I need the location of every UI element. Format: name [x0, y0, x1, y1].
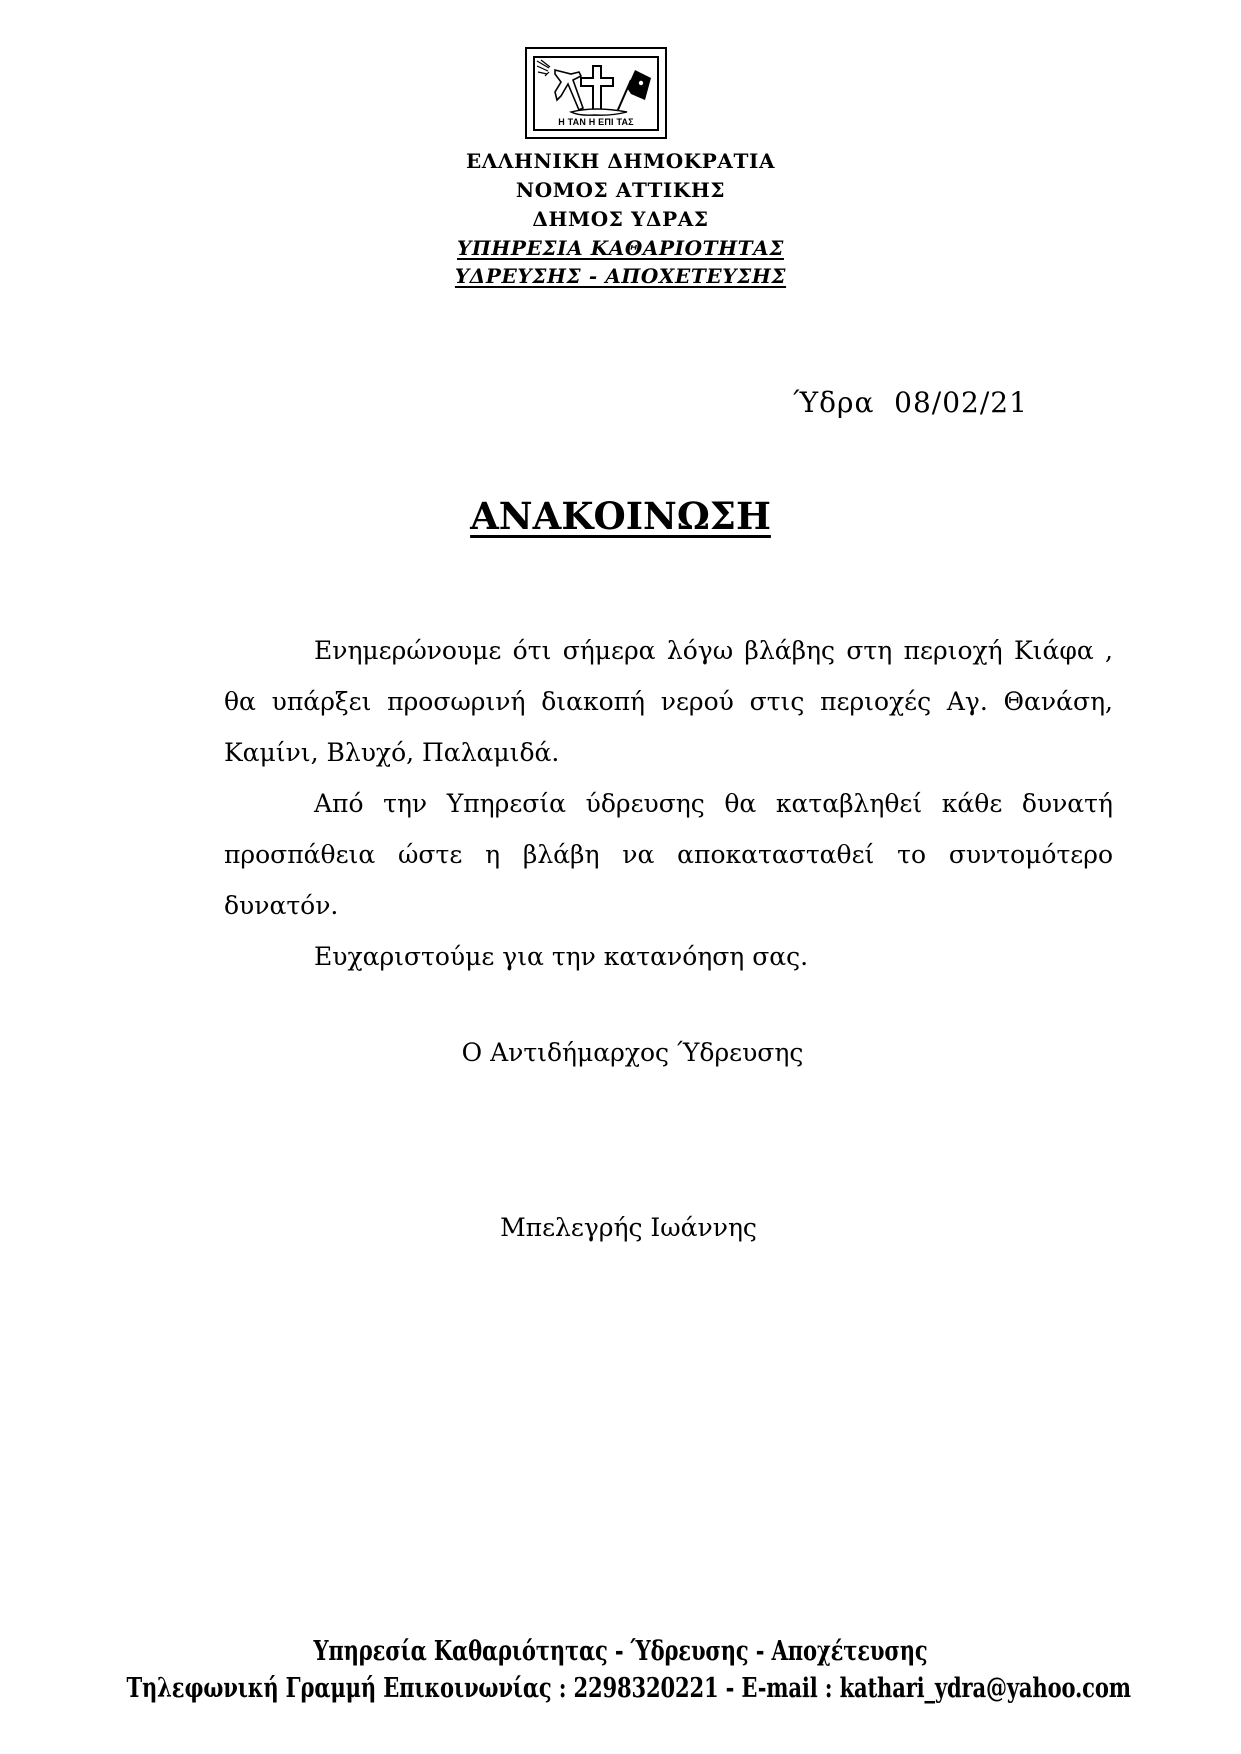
municipality-logo [525, 47, 667, 139]
logo-motto: Η ΤΑΝ Η ΕΠΙ ΤΑΣ [558, 117, 634, 127]
announcement-body [224, 625, 1113, 982]
body-paragraph: Από την Υπηρεσία ύδρευσης θα καταβληθεί κάθε δυνατή προσπάθεια ώστε η βλάβη να αποκατασταθεί το συντομότερο δυνατόν. [224, 789, 1113, 920]
body-paragraph: Ενημερώνουμε ότι σήμερα λόγω βλάβης στη περιοχή Κιάφα , θα υπάρξει προσωρινή διακοπή νερού στις περιοχές Αγ. Θανάση, Καμίνι, Βλυχό, Παλαμιδά. [224, 636, 1113, 767]
title-text: ΑΝΑΚΟΙΝΩΣΗ [470, 494, 771, 538]
document-title [0, 494, 1241, 538]
footer-contact: Τηλεφωνική Γραμμή Επικοινωνίας : 2298320221 - E-mail : kathari_ydra@yahoo.com [126, 1673, 1131, 1704]
header-municipality: ΔΗΜΟΣ ΥΔΡΑΣ [532, 207, 709, 231]
logo-frame [533, 56, 659, 131]
signatory-name: Μπελεγρής Ιωάννης [500, 1213, 757, 1242]
header-department: ΥΠΗΡΕΣΙΑ ΚΑΘΑΡΙΟΤΗΤΑΣ [457, 236, 784, 260]
header-subdepartment: ΥΔΡΕΥΣΗΣ - ΑΠΟΧΕΤΕΥΣΗΣ [454, 264, 787, 288]
header-prefecture: ΝΟΜΟΣ ΑΤΤΙΚΗΣ [515, 178, 726, 202]
body-paragraph: Ευχαριστούμε για την κατανόηση σας. [314, 942, 809, 971]
signatory-role: Ο Αντιδήμαρχος Ύδρευσης [461, 1038, 804, 1067]
footer-department: Υπηρεσία Καθαριότητας - Ύδρευσης - Αποχέτευσης [313, 1636, 928, 1667]
header-country: ΕΛΛΗΝΙΚΗ ΔΗΜΟΚΡΑΤΙΑ [465, 149, 776, 173]
date-line: Ύδρα 08/02/21 [793, 386, 1028, 419]
